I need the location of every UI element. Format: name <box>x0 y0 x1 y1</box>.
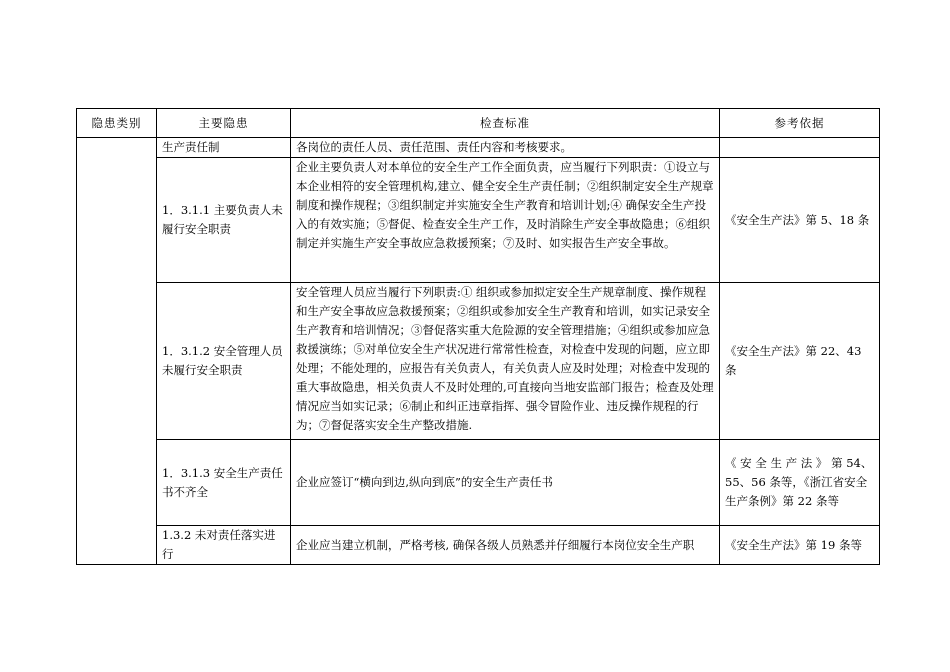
header-basis: 参考依据 <box>720 109 880 138</box>
hazard-cell: 1．3.1.1 主要负责人未履行安全职责 <box>157 158 291 283</box>
table-row <box>77 440 880 526</box>
hazard-cell: 1．3.1.2 安全管理人员未履行安全职责 <box>157 283 291 440</box>
basis-cell: 《 安 全 生 产 法 》 第 54、55、56 条等，《浙江省安全生产条例》第 22 条等 <box>720 440 880 526</box>
standard-cell: 企业应当建立机制，严格考核, 确保各级人员熟悉并仔细履行本岗位安全生产职 <box>291 526 720 565</box>
table-row <box>77 283 880 440</box>
header-hazard: 主要隐患 <box>157 109 291 138</box>
standard-cell: 各岗位的责任人员、责任范围、责任内容和考核要求。 <box>291 138 720 158</box>
standard-cell: 企业主要负责人对本单位的安全生产工作全面负责，应当履行下列职责：①设立与本企业相符的安全管理机构,建立、健全安全生产责任制；②组织制定安全生产规章制度和操作规程；③组织制定并实施安全生产教育和培训计划;④ 确保安全生产投入的有效实施；⑤督促、检查安全生产工作，及时消除生产安全事故隐患；⑥组织制定并实施生产安全事故应急救援预案；⑦及时、如实报告生产安全事故。 <box>291 158 720 283</box>
basis-cell: 《安全生产法》第 5、18 条 <box>720 158 880 283</box>
standard-cell: 安全管理人员应当履行下列职责:① 组织或参加拟定安全生产规章制度、操作规程和生产安全事故应急救援预案；②组织或参加安全生产教育和培训，如实记录安全生产教育和培训情况；③督促落实重大危险源的安全管理措施；④组织或参加应急救援演练；⑤对单位安全生产状况进行常常性检查，对检查中发现的问题，应立即处理；不能处理的，应报告有关负责人，有关负责人应及时处理；对检查中发现的重大事故隐患，相关负责人不及时处理的,可直接向当地安监部门报告；检查及处理情况应当如实记录；⑥制止和纠正违章指挥、强令冒险作业、违反操作规程的行为；⑦督促落实安全生产整改措施. <box>291 283 720 440</box>
header-row <box>77 109 880 138</box>
basis-cell: 《安全生产法》第 19 条等 <box>720 526 880 565</box>
hazard-table <box>76 108 880 565</box>
table-row <box>77 158 880 283</box>
table-row <box>77 138 880 158</box>
header-standard: 检查标准 <box>291 109 720 138</box>
basis-cell: 《安全生产法》第 22、43 条 <box>720 283 880 440</box>
table-row <box>77 526 880 565</box>
standard-cell: 企业应签订“横向到边,纵向到底”的安全生产责任书 <box>291 440 720 526</box>
category-cell <box>77 138 157 565</box>
hazard-cell: 1.3.2 未对责任落实进行 <box>157 526 291 565</box>
hazard-cell: 生产责任制 <box>157 138 291 158</box>
header-category: 隐患类别 <box>77 109 157 138</box>
hazard-cell: 1．3.1.3 安全生产责任书不齐全 <box>157 440 291 526</box>
basis-cell <box>720 138 880 158</box>
